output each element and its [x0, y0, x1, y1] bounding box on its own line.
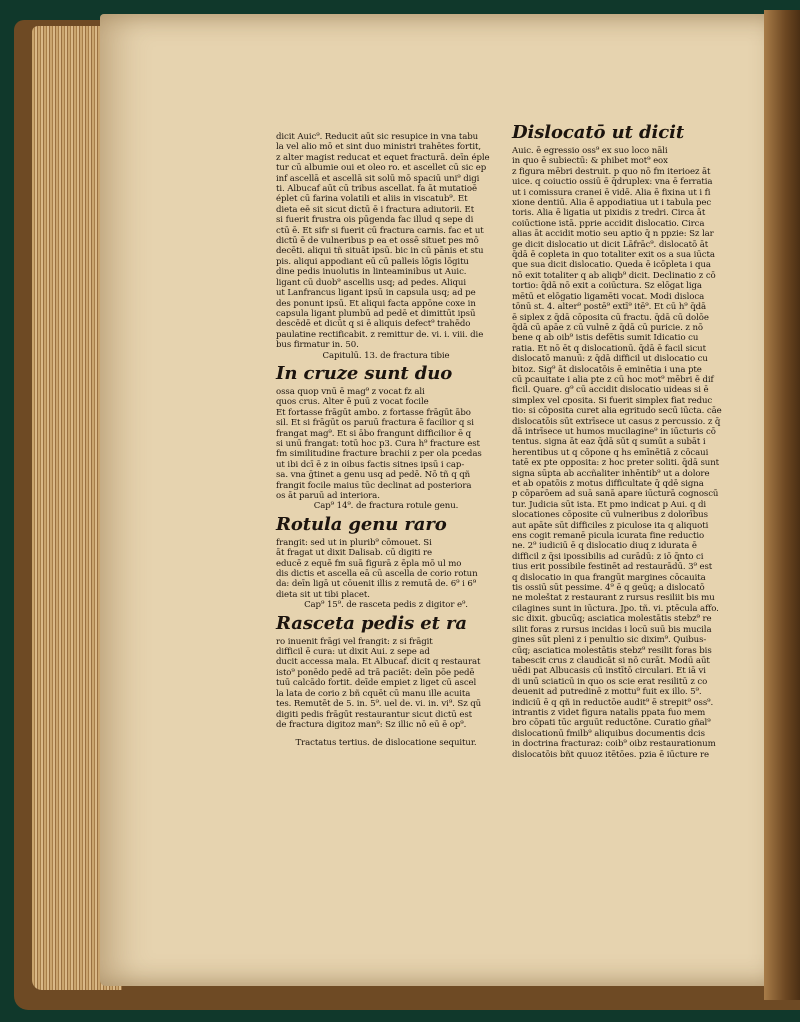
text-line: da: deīn ligā ut cōuenit illis z remutā de. 6⁹ i 6⁹ [276, 579, 477, 590]
left-lines-4 [276, 637, 496, 731]
text-line: bene q ab oib⁹ istis defētis sumit Idicatio cu [512, 333, 699, 344]
text-line: bitoz. Sig⁹ āt dislocatōis ē eminētia i una pte [512, 364, 702, 375]
left-lines-3 [276, 538, 496, 600]
text-line: quos crus. Alter ē puū z vocat focile [276, 397, 429, 408]
text-line: difficil z q̄si ipossibilis ad curādū: z iō q̄nto ci [512, 551, 704, 562]
text-line: de fractura digitoz man⁹: Sz illic nō eū ē op⁹. [276, 719, 467, 730]
tractatus-footer: Tractatus tertius. de dislocatione sequitur. [295, 738, 477, 749]
text-line: signa sūpta ab accñaliter inhēntib⁹ ut a dolore [512, 468, 710, 479]
text-line: éplet cū farina volatili et aliis in viscatub⁹. Et [276, 194, 468, 205]
text-line: āt fragat ut dixit Dalisab. cū digiti re [276, 548, 432, 559]
text-line: Auic. ē egressio oss⁹ ex suo loco nāli [512, 146, 668, 156]
text-line: ratia. Et nō ēt q dislocationū. q̄dā ē facil sicut [512, 343, 706, 354]
text-line: ne moleštat z restaurant z rursus resiliit bis mu [512, 593, 715, 604]
text-line: ossa quop vnū ē mag⁹ z vocat fz ali [276, 386, 425, 397]
text-line: que sua dicit dislocatio. Queda ē icōpleta i qua [512, 260, 711, 271]
text-line: tius erit possibile festinēt ad restaurādū. 3⁹ est [512, 562, 713, 573]
text-line: q̄dā ē copleta in quo totaliter exit os a sua iūcta [512, 250, 715, 261]
text-line: tentus. signa āt eaz q̄dā sūt q sumūt a subāt̄ i [512, 437, 706, 448]
text-line: simplex vel cposita. Si fuerit simplex fiat reduc [512, 395, 713, 406]
text-line: dicit Auic⁹. Reducit aūt sic resupice in vna tabu [276, 132, 479, 142]
text-line: educē z equē fm suā figurā z ēpla mō ul mo [276, 558, 462, 569]
text-line: digiti pedis frāgūt restaurantur sicut dictū est [276, 709, 472, 720]
text-line: herentibus ut q cōpone q hs emīnētiā z cōcaui [512, 447, 709, 458]
text-line: ducit accessa mala. Et Albucaf. dicit q restaurat [276, 657, 481, 668]
text-line: cilagines sunt in iūctura. Jpo. tñ. vi. ptēcula affo. [512, 603, 719, 614]
right-lines [512, 146, 734, 760]
text-line: tabescit crus z claudicāt si nō curāt. Modū aūt [512, 655, 710, 666]
text-line: coiūctione istā. pprie accidit dislocatio. Circa [512, 218, 705, 229]
text-line: dine pedis inuolutis in linteaminibus ut Auic. [276, 267, 467, 278]
left-lines-2 [276, 387, 496, 501]
book-gutter [764, 10, 800, 1000]
text-line: tur cū albumie oui et oleo ro. et ascellet cū sic ep [276, 163, 487, 174]
text-line: uēdi pat Albucasis cū instītō circulari. Et iā vi [512, 666, 706, 677]
text-line: dictū ē de vulneribus p ea et ossē situet pes mō [276, 236, 479, 247]
text-line: dis dictis et ascella eā cū ascella de corio rotun [276, 569, 478, 580]
text-line: ge dicit dislocatio ut dicit Lāfrāc⁹. dislocatō āt [512, 239, 709, 250]
text-line: p cōparōem ad suā sanā apare iūcturā cognoscū [512, 489, 719, 500]
text-line: dā intrīsece ut humos mucilagine⁹ in iūcturis cō [512, 426, 716, 437]
section-heading: Rasceta pedis et ra [276, 612, 467, 634]
text-line: ctū ē. Et sifr si fuerit cū fractura carnis. fac et ut [276, 225, 484, 236]
text-line: os āt paruū ad interiora. [276, 491, 380, 501]
chapter-heading: Cap⁹ 14⁹. de fractura rotule genu. [313, 501, 459, 512]
text-line: descēdē et dicūt q si ē aliquis defect⁹ trahēdo [276, 319, 471, 330]
text-line: silit foras z rursus incidas i locū suū bis mucila [512, 624, 712, 635]
text-line: difficil ē cura: ut dixit Aui. z sepe ad [276, 647, 430, 658]
text-line: ro inuenit frāgi vel frangit: z si frāgit [276, 636, 433, 647]
text-line: capsula ligant plumbū ad pedē et dimittūt ipsū [276, 308, 476, 319]
text-line: sa. vna ḡtinet a genu usq ad pedē. Nō tñ q qñ [276, 470, 471, 481]
text-line: ligant cū duob⁹ ascellis usq; ad pedes. Aliqui [276, 277, 466, 288]
text-line: frangit focile maius tūc declinat ad posteriora [276, 480, 472, 491]
text-line: z figura mēbri destruit. p quo nō fm iterioez āt [512, 166, 711, 177]
text-line: ti. Albucaf aūt cū tribus ascellat. fa āt mutatioē [276, 184, 477, 195]
text-line: dislocatōis sūt extrīsece ut casus z percussio. z q̄ [512, 416, 721, 427]
text-line: fm similitudine fracture brachii z per ola pcedas [276, 449, 482, 460]
text-line: sic dixit. gbucūq; asciatica molestātis stebz⁹ re [512, 614, 712, 625]
right-text-column [512, 120, 734, 760]
text-line: uice. q coiuctio ossiū ē q̄druplex: vna ē ferratia [512, 177, 713, 188]
section-heading: Rotula genu raro [276, 513, 447, 535]
text-line: tis ossiū sūt pessime. 4⁹ ē q geūq; a dislocatō [512, 583, 705, 594]
text-line: tortio: q̄dā nō exit a coiūctura. Sz elōgat liga [512, 281, 702, 292]
text-line: et ab opatōis z motus difficultate q̄ qdē signa [512, 479, 704, 489]
text-line: des ponunt ipsū. Et aliqui facta appōne coxe in [276, 298, 476, 309]
text-line: la lata de corio z bñ cquēt cū manu ille acuita [276, 688, 471, 699]
text-line: la vel alio mō et sint duo ministri trahētes fortit, [276, 142, 481, 153]
text-line: pis. aliqui appodiant eū cū palleis lōgis lōgitu [276, 256, 469, 267]
text-line: mētū et elōgatio ligamēti vocat. Modi disloca [512, 291, 705, 302]
text-line: cū pcauitate i alia pte z cū hoc mot⁹ mēbri ē dif [512, 374, 714, 385]
text-line: dislocationū fmilb⁹ aliquibus documentis dcis [512, 728, 705, 739]
text-line: ficil. Quare. g⁹ cū accidit dislocatio uideas si ē [512, 385, 709, 396]
text-line: Et fortasse frāgūt ambo. z fortasse frāgūt ābo [276, 407, 471, 418]
text-line: in doctrina fracturaz: coib⁹ oibz restaurationum [512, 739, 716, 750]
left-lines-1 [276, 132, 496, 351]
text-line: dieta sit ut tibi placet. [276, 589, 370, 600]
text-line: dislocatō manuū: z q̄dā difficil ut dislocatio cu [512, 354, 708, 365]
text-line: sil. Et si frāgūt os paruū fractura ē facilior q si [276, 418, 474, 429]
text-line: ens cogit remanē picula icurata fine reductio [512, 531, 705, 542]
section-heading: In cruze sunt duo [276, 362, 453, 384]
text-line: bro cōpati tūc arguūt reductōne. Curatio gñal⁹ [512, 718, 711, 729]
text-line: di unū sciaticū in quo os scie erat resilitū z co [512, 676, 708, 687]
text-line: paulatine rectificabit. z remittur de. vi. i. viii. die [276, 329, 484, 340]
text-line: si unū frangat: totū hoc p3. Cura h⁹ fracture est [276, 438, 480, 449]
text-line: cūq; asciatica molestātis stebz⁹ resilit foras bis [512, 645, 712, 656]
text-line: ē siplex z q̄dā cōposita cū fractu. q̄dā cū dolōe [512, 312, 709, 323]
text-line: ne. 2⁹ iudiciū ē q dislocatio diuq z idurata ē [512, 541, 697, 552]
text-line: tur. Judicia sūt ista. Et pmo indicat p Aui. q di [512, 499, 707, 510]
text-line: tio: si cōposita curet alia egritudo secū iūcta. cāe [512, 406, 722, 417]
text-line: dislocatōis bñt quuoz itētōes. pzia ē iūcture re [512, 749, 709, 760]
text-line: slocationes cōposite cū vulneribus z dolorībus [512, 510, 708, 521]
text-line: dieta eē sit sicut dictū ē i fractura adiutorii. Et [276, 204, 475, 215]
text-line: ut ibi dcī ē z in oibus factis sitnes ipsū i cap- [276, 459, 465, 470]
text-line: decēti. aliqui tñ situāt ipsū. bic in cū pānis et stu [276, 246, 484, 257]
text-line: si fuerit frustra ois pūgenda fac illud q sepe di [276, 215, 474, 226]
text-line: inf ascellā et ascellā sit solū mō spaciū uni⁹ digi [276, 173, 480, 184]
text-line: bus firmatur in. 50. [276, 340, 359, 351]
text-line: tes. Remutēt de 5. in. 5⁹. uel de. vi. in. vi⁹. Sz qū [276, 699, 482, 710]
text-line: aut apāte sūt difficiles z piculose ita q aliquoti [512, 520, 709, 531]
section-heading: Dislocatō ut dicit [512, 122, 685, 143]
chapter-heading: Capitulū. 13. de fractura tibie [322, 350, 450, 361]
chapter-heading: Cap⁹ 15⁹. de rasceta pedis z digitor e⁹. [304, 600, 468, 611]
text-line: intrantis z videt figura natalis ppata fuo mem [512, 707, 706, 718]
text-line: z alter magist reducat et equet fracturā. deīn éple [276, 152, 490, 163]
text-line: gines sūt pleni z i penultio sic dixim⁹. Quibus- [512, 635, 707, 646]
text-line: tōnū st. 4. alter⁹ postē⁹ extī⁹ itē⁹. Et cū h⁹ q̄dā [512, 302, 707, 313]
text-line: frangat mag⁹. Et si ābo frangunt difficilior ē q [276, 428, 471, 439]
text-line: q dislocatio in qua frangūt margines cōcauita [512, 572, 706, 583]
text-line: toris. Alia ē ligatia ut pixidis z tredri. Circa āt [512, 208, 706, 219]
text-line: xione dentiū. Alia ē appodiatiua ut i tabula pec [512, 198, 712, 209]
text-line: ut Lanfrancus ligant ipsū in capsula usq; ad pe [276, 288, 476, 299]
text-line: tatē ex pte opposita: z hoc preter soliti. q̄dā sunt [512, 458, 720, 469]
text-line: isto⁹ ponēdo pedē ad trā paciēt: deīn pōe pedē [276, 667, 475, 678]
text-line: alias āt accidit motio seu aptio q̄ n ppzie: Sz lar [512, 229, 714, 240]
text-line: deuenit ad putredinē z mottu⁹ fuit ex illo. 5⁹. [512, 687, 702, 698]
text-line: q̄dā cū apāe z cū vulnē z q̄dā cū puricie. z nō [512, 322, 703, 333]
text-line: nō exit totaliter q ab aliqb⁹ dicit. Declinatio z cō [512, 270, 716, 281]
text-line: indiciū ē q qñ in reductōe audit⁹ ē strepit⁹ oss⁹. [512, 697, 714, 708]
text-line: ut i comissura cranei ē vidē. Alia ē fixina ut i fi [512, 187, 711, 198]
text-line: tuū calcādo fortit. deīde empiet z liget cū ascel [276, 678, 477, 689]
left-text-column [276, 132, 496, 749]
text-line: frangit: sed ut in plurib⁹ cōmouet. Si [276, 537, 432, 548]
text-line: in quo ē subiectū: & phibet mot⁹ eox [512, 156, 668, 167]
